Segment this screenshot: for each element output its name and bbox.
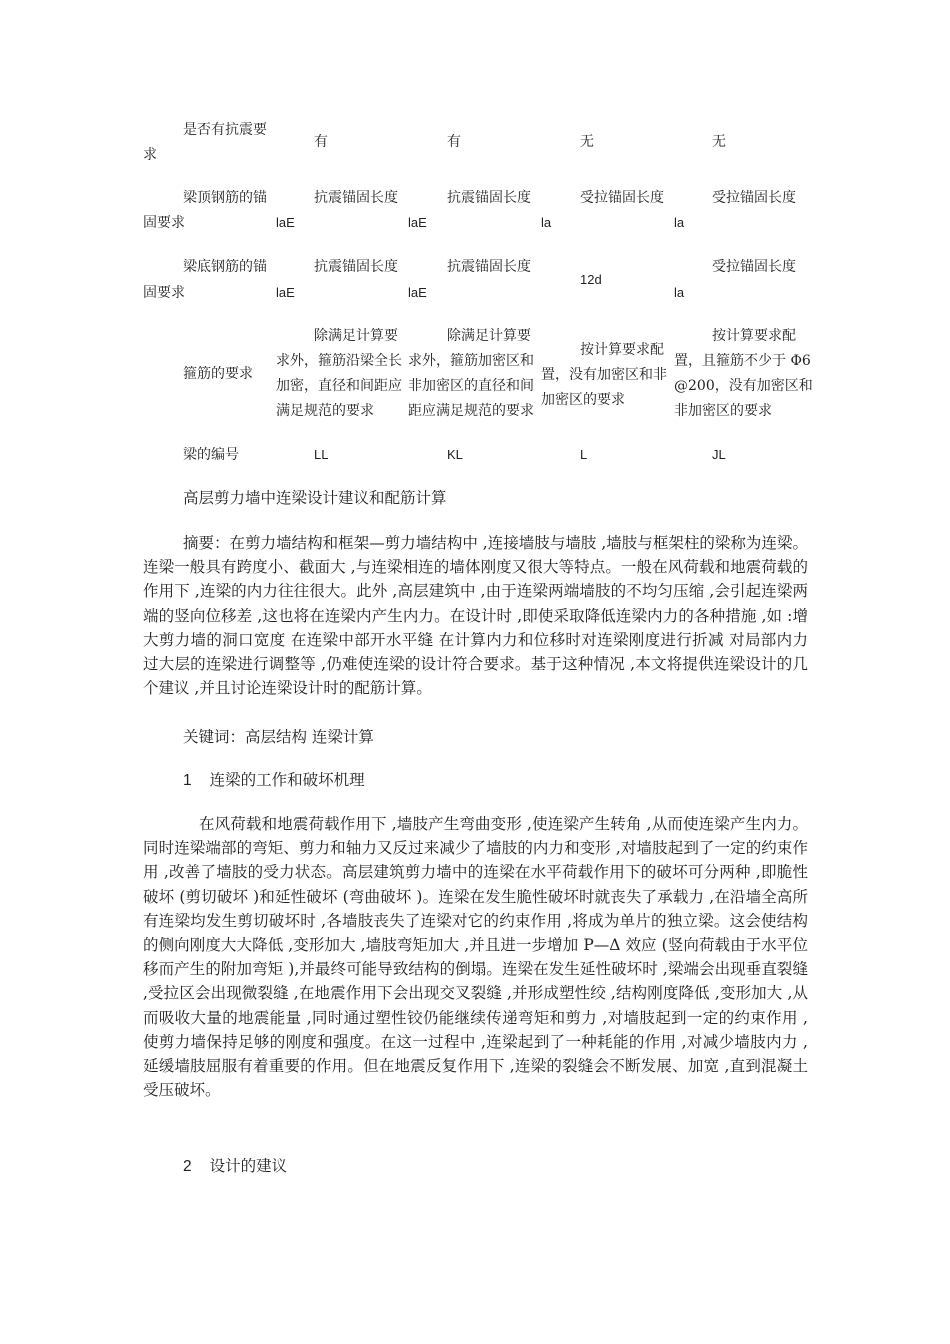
row-top-label-line2: 固要求 <box>143 215 185 231</box>
row-stirrup-cell-1-line2: 求外，箍筋沿梁全长 <box>276 353 402 369</box>
row-seismic-label-line1: 是否有抗震要 <box>183 122 267 138</box>
row-stirrup-cell-4-line4: 非加密区的要求 <box>674 403 772 419</box>
row-code-cell-2: KL <box>447 447 463 462</box>
row-stirrup-cell-2-line2: 求外，箍筋加密区和 <box>408 353 534 369</box>
row-bottom-cell-1-line2: laE <box>276 285 295 300</box>
row-seismic-cell-4: 无 <box>712 134 726 150</box>
row-stirrup-cell-1-line1: 除满足计算要 <box>314 328 398 344</box>
row-bottom-cell-1-line1: 抗震锚固长度 <box>314 259 398 275</box>
keywords-line: 关键词：高层结构 连梁计算 <box>183 728 374 746</box>
row-stirrup-cell-2-line3: 非加密区的直径和间 <box>408 378 534 394</box>
row-stirrup-cell-3-line3: 加密区的要求 <box>541 392 625 408</box>
row-top-cell-4-line2: la <box>674 215 685 230</box>
row-top-cell-4-line1: 受拉锚固长度 <box>712 190 796 206</box>
row-top-cell-3-line2: la <box>541 215 552 230</box>
row-code-cell-4: JL <box>712 447 726 462</box>
row-stirrup-cell-2-line1: 除满足计算要 <box>447 328 531 344</box>
row-code-cell-1: LL <box>314 447 329 462</box>
row-code-cell-3: L <box>580 447 588 462</box>
section-2-heading <box>183 1155 287 1178</box>
row-top-cell-1-line2: laE <box>276 215 295 230</box>
row-seismic-label-line2: 求 <box>143 147 157 163</box>
row-top-cell-2-line1: 抗震锚固长度 <box>447 190 531 206</box>
row-top-label-line1: 梁顶钢筋的锚 <box>183 190 267 206</box>
section-1-heading <box>183 769 365 792</box>
row-code-label: 梁的编号 <box>183 447 239 463</box>
row-top-cell-1-line1: 抗震锚固长度 <box>314 190 398 206</box>
row-stirrup-cell-4-line3: @200，没有加密区和 <box>674 378 813 394</box>
row-stirrup-cell-4-line1: 按计算要求配 <box>712 328 796 344</box>
row-stirrup-cell-1-line3: 加密，直径和间距应 <box>276 378 402 394</box>
row-stirrup-label: 箍筋的要求 <box>183 366 253 382</box>
section-1-paragraph: 在风荷载和地震荷载作用下 ,墙肢产生弯曲变形 ,使连梁产生转角 ,从而使连梁产生内力。同时连梁端部的弯矩、剪力和轴力又反过来减少了墙肢的内力和变形 ,对墙肢起到了一定的约束作用 ,改善了墙肢的受力状态。高层建筑剪力墙中的连梁在水平荷载作用下的破坏可分两种 ,即脆性破坏 (剪切破坏 )和延性破坏 (弯曲破坏 )。连梁在发生脆性破坏时就丧失了承载力 ,在沿墙全高所有连梁均发生剪切破坏时 ,各墙肢丧失了连梁对它的约束作用 ,将成为单片的独立梁。这会使结构的侧向刚度大大降低 ,变形加大 ,墙肢弯矩加大 ,并且进一步增加 P—Δ 效应 (竖向荷载由于水平位移而产生的附加弯矩 ),并最终可能导致结构的倒塌。连梁在发生延性破坏时 ,梁端会出现垂直裂缝 ,受拉区会出现微裂缝 ,在地震作用下会出现交叉裂缝 ,并形成塑性绞 ,结构刚度降低 ,变形加大 ,从而吸收大量的地震能量 ,同时通过塑性铰仍能继续传递弯矩和剪力 ,对墙肢起到一定的约束作用 ,使剪力墙保持足够的刚度和强度。在这一过程中 ,连梁起到了一种耗能的作用 ,对减少墙肢内力 ,延缓墙肢屈服有着重要的作用。但在地震反复作用下 ,连梁的裂缝会不断发展、加宽 ,直到混凝土受压破坏。 <box>143 815 808 1100</box>
row-bottom-cell-4-line2: la <box>674 285 685 300</box>
row-top-cell-3-line1: 受拉锚固长度 <box>580 190 664 206</box>
article-title: 高层剪力墙中连梁设计建议和配筋计算 <box>183 489 447 507</box>
row-bottom-label-line1: 梁底钢筋的锚 <box>183 259 267 275</box>
row-bottom-cell-3: 12d <box>580 272 602 287</box>
row-bottom-label-line2: 固要求 <box>143 285 185 301</box>
section-2-title: 设计的建议 <box>209 1157 288 1175</box>
section-1-title: 连梁的工作和破坏机理 <box>209 771 365 789</box>
row-stirrup-cell-3-line2: 置，没有加密区和非 <box>541 367 667 383</box>
section-2-number: 2 <box>183 1158 192 1175</box>
row-stirrup-cell-2-line4: 距应满足规范的要求 <box>408 403 534 419</box>
row-stirrup-cell-1-line4: 满足规范的要求 <box>276 403 374 419</box>
row-seismic-cell-2: 有 <box>447 134 461 150</box>
row-bottom-cell-2-line2: laE <box>408 285 427 300</box>
row-seismic-cell-1: 有 <box>314 134 328 150</box>
row-stirrup-cell-4-line2: 置，且箍筋不少于 Φ6 <box>674 353 811 369</box>
row-top-cell-2-line2: laE <box>408 215 427 230</box>
section-1-number: 1 <box>183 772 192 789</box>
abstract-paragraph: 摘要：在剪力墙结构和框架—剪力墙结构中 ,连接墙肢与墙肢 ,墙肢与框架柱的梁称为连梁。连梁一般具有跨度小、截面大 ,与连梁相连的墙体刚度又很大等特点。一般在风荷载和地震荷载的作用下 ,连梁的内力往往很大。此外 ,高层建筑中 ,由于连梁两端墙肢的不均匀压缩 ,会引起连梁两端的竖向位移差 ,这也将在连梁内产生内力。在设计时 ,即使采取降低连梁内力的各种措施 ,如 :增大剪力墙的洞口宽度 在连梁中部开水平缝 在计算内力和位移时对连梁刚度进行折减 对局部内力过大层的连梁进行调整等 ,仍难使连梁的设计符合要求。基于这种情况 ,本文将提供连梁设计的几个建议 ,并且讨论连梁设计时的配筋计算。 <box>143 534 808 698</box>
row-seismic-cell-3: 无 <box>580 134 594 150</box>
row-bottom-cell-4-line1: 受拉锚固长度 <box>712 259 796 275</box>
row-bottom-cell-2-line1: 抗震锚固长度 <box>447 259 531 275</box>
row-stirrup-cell-3-line1: 按计算要求配 <box>580 342 664 358</box>
